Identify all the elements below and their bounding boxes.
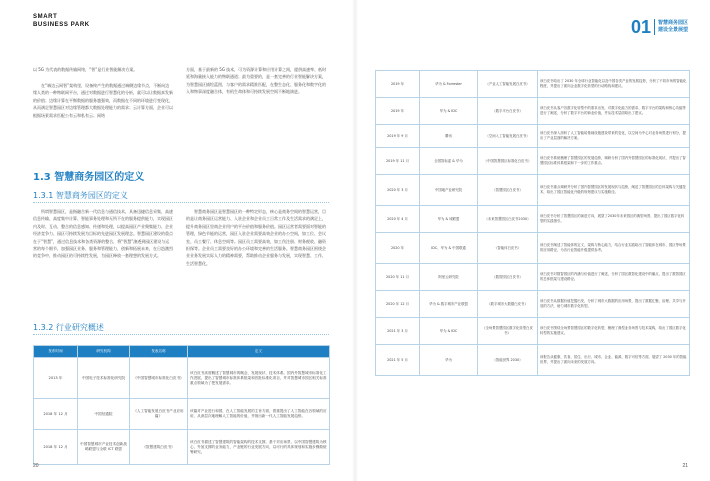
chapter-title-line-1: 智慧商务园区 [657,20,688,26]
table-row [34,358,330,399]
cell-definition: 该白皮书给出了 2030 年全球行业智能化以及中国各类产业的发展趋势，分析了不同市场的智能化程度，并提出了面向企业数字化转型的行动路线和建议。 [538,71,690,98]
cell-date: 2020 年 [376,233,420,264]
cell-org: 华为 & IDC [420,318,478,345]
cell-org: 华为 & 城联盟 [420,206,478,233]
cell-org: 腾讯 [420,125,478,148]
chapter-title-line-2: 建设全景展望 [657,27,688,33]
cell-date: 2020 年 3 月 [376,175,420,206]
cell-date: 2020 年 11 月 [376,264,420,291]
table-row [376,345,690,376]
cell-definition: 该篇对产业进行和园，在人工智能发展的主旨方面，着重提出了人工智能在各领域的应用，从深层次地理解人工智能的价值，并指出新一代人工智能发展趋势。 [188,399,330,430]
intro-paragraph-1: 以 5G 为代表的数据传输网络，“智”是行业智能解决方案。 [33,67,138,72]
chapter-badge [631,18,688,36]
definition-paragraph-1: 所谓智慧园区，是指融合新一代信息与通信技术，具备迅捷信息采集、高速信息传输、高度集中计算、智能事务处理和无所不在的服务提供能力，实现园区内及时、互动、整合的信息感知、传递和处理，以提高园区产业聚集能力、企业经济竞争力、园区可持续发展为目标的先进园区发展理念。智慧园区建设的重点在于“智慧”，通过信息技术和各类资源的整合，将“智慧”渗透到园区建设与运营的每个细节，加强园区业务、服务和管理能力，创新和拓展未来，在日趋激烈的竞争中，推动园区的可持续性发展，为园区释放一套理想的发展方式。 [33,209,173,259]
table-row [376,264,690,291]
table-row [376,175,690,206]
table-row [376,71,690,98]
cell-org: 华为 & IDC [420,98,478,125]
chapter-title [658,20,688,34]
subsection-heading-2: 1.3.2 行业研究概述 [33,323,104,332]
brand-line-1: SMART [33,14,58,20]
cell-date: 2021 年 3 月 [376,318,420,345]
subsection-divider-1 [33,202,329,203]
definition-paragraph-2: 智慧商务园区是智慧园区的一种特定形态，核心是商务空间的智慧运营，目的是让商务园区运营能力、入驻企业和企业员工日常工作及生活需求的满足上，提升商务园区里商企业用户的平台价值和服务价值。园区运营者需要面对智能的管理，绿色节能的运营，园区入驻企业需要高效企业的办公空间，如工位、会议室、员工餐厅、休息空间等。园区员工需要高效，如工伤注册、财务税收、融资担保等。企业员工需要良好的办公环境和完善的生活服务。智慧商务园区围绕企业业务发展实际人力的精神需要，帮助推动企业服务与发展，实现智慧、工作、生活智慧化。 [186,209,326,266]
chapter-number: 01 [630,17,651,37]
subsection-heading-1: 1.3.1 智慧商务园区的定义 [33,191,128,200]
cell-definition: 该白皮书从数据价值挖掘出发，分析了城市大数据的应用场景，提出了数据汇聚、治理、共享与开放的方法，助力城市数字化转型。 [538,291,690,318]
table-row [376,206,690,233]
page-number-left: 20 [33,463,39,469]
brand-line-2: BUSINESS PARK [33,21,90,28]
cell-title: 《产业人工智能发展白皮书》 [478,71,538,98]
cell-definition: 该白皮书围绕全场景智慧园区的数字化转型，梳理了典型业务场景与技术架构，给出了园区数字化转型的实施建议。 [538,318,690,345]
cell-date: 2019 年 [376,71,420,98]
cell-definition: 该白皮书重点调研并分析了国内智慧园区的发展现状与趋势，阐述了智慧园区的总体架构与关键技术，给出了园区智能化升级的规划建议与实施路径。 [538,175,690,206]
table-row [34,399,330,430]
cell-date: 2018 年 12 月 [34,399,78,430]
research-table-right [375,70,690,376]
cell-definition: 该白皮书阐述了智能体的定义、架构与核心能力，结合行业实践给出了智能体在城市、园区等场景的应用路径，为各行业智能升级提供参考。 [538,233,690,264]
section-heading: 1.3 智慧商务园区的定义 [33,172,145,183]
cell-title: 《人工智能发展白皮书产业应用篇》 [130,399,188,430]
page-number-right: 21 [682,463,688,469]
cell-definition: 该白皮书高度概述了智慧城市的概念、发展现状、技术体系。国内外智慧城市标准化工作进展，提出了智慧城市标准体系框架和首批标准化项目，并对智慧城市园区相关标准重点领域为了把发展需求。 [188,358,330,399]
cell-org: 华为 [420,345,478,376]
header-date: 发布时间 [34,346,78,358]
cell-date: 2020 年 12 月 [376,291,420,318]
cell-title: 《智慧建筑白皮书》 [130,430,188,465]
intro-paragraph-3: 方面，基于最新的 5G 技术，可为资源计算和应用计算之间，提供高速率、低时延和海量接入能力的物联通道；最为重要的，是一套完善的行业智能解决方案，为智慧园区描绘蓝图，与客户的需求精准匹配，在整生态化、服务化和数字化的入和物事深度融合体，有机生命体和可持续发展空间不断地演进。 [186,67,327,95]
cell-title: 《中国智慧园区标准化白皮书》 [478,148,538,175]
cell-definition: 该白皮书系统梳理了智慧园区的发展趋势，调研分析了国内外智慧园区的标准化现状，并提出了智慧园区标准体系框架和下一步的工作重点。 [538,148,690,175]
chapter-separator [654,19,655,35]
cell-org: 阿里云研究院 [420,264,478,291]
cell-date: 2013 年 [34,358,78,399]
cell-definition: 该白皮书分析了智慧园区的演进方向，展望了2030年未来园区的典型场景，提出了园区数字化转型的实践指引。 [538,206,690,233]
cell-org: 华为 & 数字城市产业联盟 [420,291,478,318]
cell-org: 全国智标委 & 华为 [420,148,478,175]
table-row [376,148,690,175]
header-title: 发表名称 [130,346,188,358]
table-row [34,430,330,465]
cell-org: IDC、华为 & 中国联通 [420,233,478,264]
table-row [376,98,690,125]
cell-definition: 该白皮书从客户各数字化转型中的需求出发，对数字化能力的需求、数字平台的架构和核心功能等进行了阐述，分析了数字平台的商业价值，并从技术层面给出了建议。 [538,98,690,125]
cell-org: 华为 & Forrester [420,71,478,98]
cell-title: 《智能体白皮书》 [478,233,538,264]
brand-logo [33,14,90,29]
cell-title: 《全场景智慧园区数字化转型白皮书》 [478,318,538,345]
subsection-divider-2 [33,334,329,335]
table-row [376,233,690,264]
cell-date: 2019 年 [376,98,420,125]
cell-title: 《智慧园区白皮书》 [478,175,538,206]
research-table-left [33,345,330,465]
cell-org: 中国电子技术标准化研究院 [78,358,130,399]
cell-title: 《数智园区白皮书》 [478,264,538,291]
cell-definition: 该白皮书深入剖析了人工智能给基础设施建设带来的变化，以空间为中心对业务场景进行划分，提出了产业层面的解决方案。 [538,125,690,148]
cell-definition: 该白皮书对数智园区的内涵与价值进行了阐述，分析了园区数智化建设中的痛点，提出了数智园区的总体框架与建设路径。 [538,264,690,291]
cell-org: 中国地产业研究院 [420,175,478,206]
cell-title: 《空间入工智能发展白皮书》 [478,125,538,148]
header-definition: 定义 [188,346,330,358]
table-row [376,291,690,318]
cell-title: 《中国智慧城市标准化白皮书》 [130,358,188,399]
table-row [376,318,690,345]
cell-date: 2018 年 12 月 [34,430,78,465]
cell-title: 《未来智慧园区白皮书2030》 [478,206,538,233]
cell-date: 2020 年 4 月 [376,206,420,233]
cell-title: 《智能世界 2030》 [478,345,538,376]
intro-paragraph-2: 在“端边云网智”架构里，设备终产生的数据通过端侧边缘节点，不断向边缘人类的一种物联网平台，通过对数据进行智慧化的分析，就可以让数据真发新的价值；边缘计算在平衡数据的服务越强效，而数据在不同的环境进行变现化，从而满足智慧园区对边缘管理都大数据处理能力的需求；云计算方面，企业可以根据场景需求匹配公有云和私有云；网络 [33,83,173,118]
cell-org: 中国信通院 [78,399,130,430]
page-fold-shadow [352,0,358,481]
cell-definition: 该白皮书描述了智慧建筑的智能架构的技术支撑，基于对应场景，以中国智慧建筑为核心，外加支撑的业务能力，产业链的行业发展方向，以可行的具体规划和实施步骤做统筹研究。 [188,430,330,465]
cell-title: 《数字平台白皮书》 [478,98,538,125]
table-header-row [34,346,330,358]
header-org: 研究机构 [78,346,130,358]
cell-title: 《数字城市大数据白皮书》 [478,291,538,318]
cell-org: 中国智慧城市产业技术创新战略联盟与全联 ICT 联盟 [78,430,130,465]
cell-date: 2021 年 5 月 [376,345,420,376]
cell-date: 2019 年 11 月 [376,148,420,175]
cell-definition: 该报告从健康、饮食、居住、出行、城市、企业、能源、数字可信等方面，展望了 2030 年的智能世界，并提出了面向未来的发展方向。 [538,345,690,376]
table-row [376,125,690,148]
right-page [355,0,710,481]
cell-date: 2019 年 9 月 [376,125,420,148]
